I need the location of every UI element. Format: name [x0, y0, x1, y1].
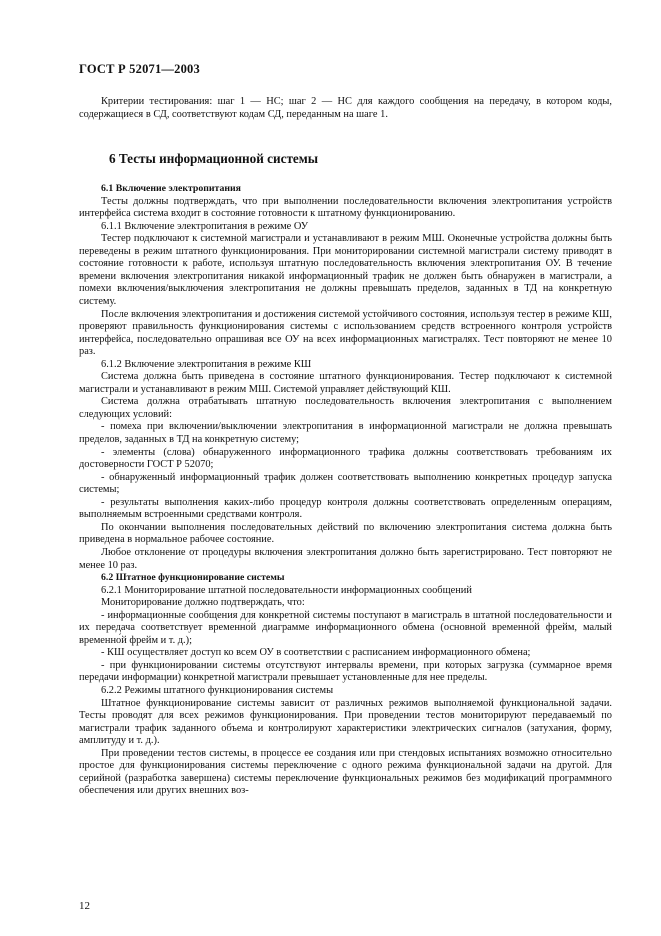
paragraph: Тестер подключают к системной магистрали и устанавливают в режим МШ. Оконечные устройства должны быть переведены в режим штатного функционирования. При мониторировании системной магистрали систему приводят в состояние готовности к работе, используя штатную последовательность включения электропитания ОУ. В течение времени включения электропитания никакой информационный трафик не должен быть обнаружен в магистрали, а помехи включения/выключения электропитания не должны превышать пределов, заданных в ТД на конкретную систему. [79, 233, 612, 308]
section-6-1-heading-text: 6.1 Включение электропитания [101, 183, 241, 195]
list-item: - результаты выполнения каких-либо процедур контроля должны соответствовать определенным операциям, выполняемым встроенными средствами контроля. [79, 496, 612, 521]
paragraph: После включения электропитания и достижения системой устойчивого состояния, используя тестер в режиме КШ, проверяют правильность функционирования системы с использованием средств встроенного контроля устройств интерфейса, последовательно опрашивая все ОУ на всех информационных магистралях. Тест повторяют не менее 10 раз. [79, 308, 612, 358]
criteria-paragraph: Критерии тестирования: шаг 1 — НС; шаг 2 — НС для каждого сообщения на передачу, в котором коды, содержащиеся в СД, соответствуют кодам СД, переданным на шаге 1. [79, 96, 612, 120]
paragraph: Система должна отрабатывать штатную последовательность включения электропитания с выполнением следующих условий: [79, 396, 612, 420]
list-item: - обнаруженный информационный трафик должен соответствовать выполнению конкретных процедур запуска системы; [79, 471, 612, 496]
paragraph: При проведении тестов системы, в процессе ее создания или при стендовых испытаниях возможно относительно простое для функционирования системы переключение с одного режима функциональной задачи на другой. Для серийной (разработка завершена) системы переключение функциональных режимов без модификаций программного обеспечения или других внешних воз- [79, 747, 612, 797]
section-6-1-1-heading: 6.1.1 Включение электропитания в режиме ОУ [101, 220, 309, 232]
list-item: - КШ осуществляет доступ ко всем ОУ в соответствии с расписанием информационного обмена; [101, 647, 531, 659]
page-number: 12 [79, 900, 90, 912]
paragraph: Мониторирование должно подтверждать, что: [101, 597, 305, 609]
section-6-1-heading [79, 183, 612, 196]
section-6-2-1-heading: 6.2.1 Мониторирование штатной последовательности информационных сообщений [101, 584, 472, 596]
section-6-1-2-heading: 6.1.2 Включение электропитания в режиме КШ [101, 358, 312, 370]
section-6-2-heading [79, 572, 612, 585]
section-6-2-heading-text: 6.2 Штатное функционирование системы [101, 572, 285, 584]
paragraph: По окончании выполнения последовательных действий по включению электропитания система должна быть приведена в нормальное рабочее состояние. [79, 521, 612, 546]
paragraph: Штатное функционирование системы зависит от различных режимов выполняемой функциональной задачи. Тесты проводят для всех режимов функционирования. При проведении тестов мониторируют передаваемый по магистрали трафик заданного объема и контролируют характеристики электрических сигналов (затухания, форму, амплитуду и т. д.). [79, 697, 612, 747]
list-item: - элементы (слова) обнаруженного информационного трафика должны соответствовать требованиям их достоверности ГОСТ Р 52070; [79, 446, 612, 471]
standard-header: ГОСТ Р 52071—2003 [79, 62, 200, 76]
paragraph: Система должна быть приведена в состояние штатного функционирования. Тестер подключают к системной магистрали и устанавливают в режим МШ. Системой управляет действующий КШ. [79, 371, 612, 395]
paragraph: Любое отклонение от процедуры включения электропитания должно быть зарегистрировано. Тест повторяют не менее 10 раз. [79, 546, 612, 571]
list-item: - информационные сообщения для конкретной системы поступают в магистраль в штатной последовательности и их передача соответствует временно́й диаграмме информационного обмена (основной временно́й фрейм, малый временно́й фрейм и т. д.); [79, 609, 612, 646]
list-item: - при функционировании системы отсутствуют интервалы времени, при которых загрузка (суммарное время передачи информации) конкретной магистрали превышает установленные для нее пределы. [79, 659, 612, 684]
section-6-2-2-heading: 6.2.2 Режимы штатного функционирования системы [101, 684, 334, 696]
paragraph: Тесты должны подтверждать, что при выполнении последовательности включения электропитания устройств интерфейса система входит в состояние готовности к штатному функционированию. [79, 195, 612, 220]
document-body [79, 96, 612, 798]
section-6-heading: 6 Тесты информационной системы [109, 151, 319, 167]
list-item: - помеха при включении/выключении электропитания в информационной магистрали не должна превышать пределов, заданных в ТД на конкретную систему; [79, 421, 612, 446]
